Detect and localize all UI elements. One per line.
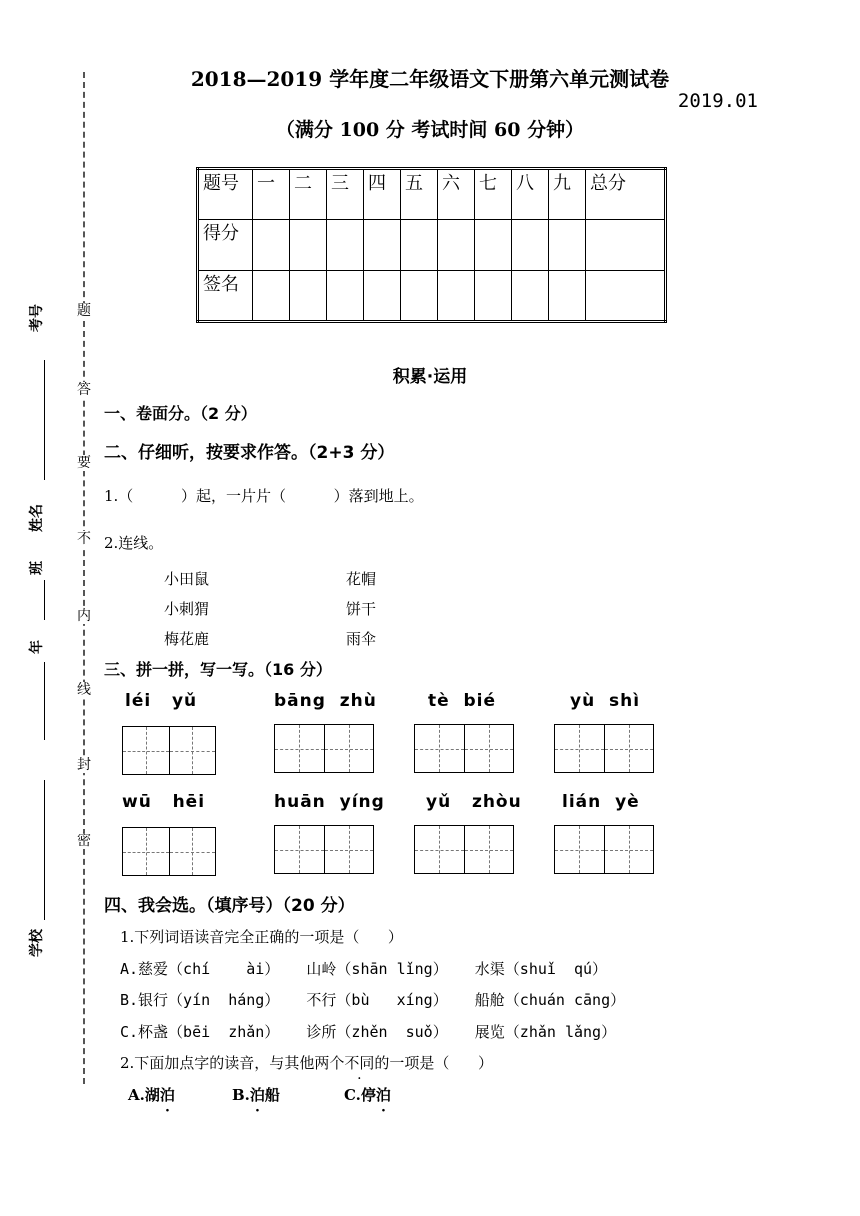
grade-label: 年: [29, 640, 45, 654]
q4-q2-option-a[interactable]: [128, 1084, 175, 1105]
signature-input-cell[interactable]: [364, 271, 401, 322]
table-cell: 八: [512, 169, 549, 220]
seal-char: 要: [77, 455, 91, 471]
score-input-cell[interactable]: [327, 220, 364, 271]
q2-item1: 1.（ ）起，一片片（ ）落到地上。: [104, 487, 424, 505]
writing-grid[interactable]: [414, 825, 514, 874]
option-dotted-char: 泊: [375, 1086, 391, 1104]
option-dotted-char: 泊: [249, 1086, 265, 1104]
q4-question2-post: 的一项是（ ）: [374, 1054, 493, 1072]
binding-dashed-line: [83, 72, 85, 1084]
pinyin-label: léi yǔ: [125, 691, 198, 711]
exam-number-label: 考号: [29, 304, 45, 332]
name-label: 姓名: [29, 504, 45, 532]
score-input-cell[interactable]: [586, 220, 666, 271]
score-input-cell[interactable]: [438, 220, 475, 271]
table-cell: 题号: [198, 169, 253, 220]
signature-input-cell[interactable]: [290, 271, 327, 322]
pinyin-label: wū hēi: [122, 792, 206, 812]
option-char: 湖: [144, 1086, 160, 1104]
seal-char: 不: [77, 531, 91, 547]
q4-option-c[interactable]: C.杯盏（bēi zhǎn） 诊所（zhěn suǒ） 展览（zhǎn lǎng）: [120, 1023, 617, 1041]
exam-title: 2018—2019 学年度二年级语文下册第六单元测试卷: [190, 67, 670, 91]
q2-heading: 二、仔细听，按要求作答。（2+3 分）: [104, 443, 395, 463]
q4-question1: 1.下列词语读音完全正确的一项是（ ）: [120, 928, 403, 946]
dotted-chars: 不同: [344, 1054, 375, 1072]
signature-input-cell[interactable]: [586, 271, 666, 322]
writing-grid[interactable]: [122, 827, 216, 876]
match-right-item[interactable]: 雨伞: [346, 630, 377, 648]
option-char: 船: [264, 1086, 280, 1104]
match-left-item[interactable]: 小刺猬: [164, 600, 210, 618]
exam-date: 2019.01: [677, 90, 758, 112]
writing-grid[interactable]: [122, 726, 216, 775]
class-line: [44, 580, 45, 620]
score-input-cell[interactable]: [290, 220, 327, 271]
seal-char: 内: [77, 608, 91, 624]
class-label: 班: [29, 561, 45, 575]
table-cell: 二: [290, 169, 327, 220]
match-right-item[interactable]: 饼干: [346, 600, 377, 618]
section-title: 积累·运用: [392, 367, 468, 387]
q3-heading: 三、拼一拼，写一写。（16 分）: [104, 660, 332, 679]
q4-heading: 四、我会选。（填序号）（20 分）: [104, 896, 355, 916]
signature-input-cell[interactable]: [475, 271, 512, 322]
signature-input-cell[interactable]: [512, 271, 549, 322]
q4-question2-pre: 2.下面加点字的读音，与其他两个: [120, 1054, 345, 1072]
score-input-cell[interactable]: [364, 220, 401, 271]
match-left-item[interactable]: 梅花鹿: [164, 630, 210, 648]
pinyin-label: yǔ zhòu: [426, 792, 522, 812]
table-cell: 三: [327, 169, 364, 220]
score-table: [196, 167, 667, 323]
table-cell: 六: [438, 169, 475, 220]
signature-input-cell[interactable]: [253, 271, 290, 322]
option-letter: A.: [128, 1086, 145, 1104]
signature-input-cell[interactable]: [327, 271, 364, 322]
score-input-cell[interactable]: [475, 220, 512, 271]
table-cell: 九: [549, 169, 586, 220]
table-cell: 四: [364, 169, 401, 220]
writing-grid[interactable]: [414, 724, 514, 773]
score-input-cell[interactable]: [512, 220, 549, 271]
match-left-item[interactable]: 小田鼠: [164, 570, 210, 588]
exam-subtitle: （满分 100 分 考试时间 60 分钟）: [275, 119, 585, 141]
table-cell: 总分: [586, 169, 666, 220]
q4-question2: [120, 1052, 493, 1073]
option-dotted-char: 泊: [159, 1086, 175, 1104]
table-row: [198, 220, 666, 271]
school-line: [44, 780, 45, 920]
pinyin-label: lián yè: [562, 792, 640, 812]
q2-item2: 2.连线。: [104, 534, 164, 552]
option-letter: B.: [232, 1086, 250, 1104]
table-row: [198, 271, 666, 322]
q4-q2-option-b[interactable]: [232, 1084, 280, 1105]
table-row: [198, 169, 666, 220]
q4-q2-option-c[interactable]: [344, 1084, 391, 1105]
writing-grid[interactable]: [274, 825, 374, 874]
score-input-cell[interactable]: [253, 220, 290, 271]
pinyin-label: huān yíng: [274, 792, 385, 812]
school-label: 学校: [29, 929, 45, 957]
table-cell: 一: [253, 169, 290, 220]
table-cell: 七: [475, 169, 512, 220]
option-letter: C.: [344, 1086, 361, 1104]
grade-line: [44, 662, 45, 740]
seal-char: 封: [77, 757, 91, 773]
table-cell: 得分: [198, 220, 253, 271]
match-right-item[interactable]: 花帽: [346, 570, 377, 588]
pinyin-label: tè bié: [428, 691, 497, 711]
q4-option-a[interactable]: A.慈爱（chí ài） 山岭（shān lǐng） 水渠（shuǐ qú）: [120, 960, 608, 978]
seal-char: 答: [77, 382, 91, 398]
writing-grid[interactable]: [274, 724, 374, 773]
q1-heading: 一、卷面分。（2 分）: [104, 404, 257, 423]
writing-grid[interactable]: [554, 724, 654, 773]
seal-char: 密: [77, 833, 91, 849]
table-cell: 签名: [198, 271, 253, 322]
pinyin-label: yù shì: [570, 691, 641, 711]
seal-char: 线: [77, 682, 91, 698]
seal-char: 题: [77, 303, 91, 319]
q4-option-b[interactable]: B.银行（yín háng） 不行（bù xíng） 船舱（chuán cāng）: [120, 991, 626, 1009]
option-char: 停: [360, 1086, 376, 1104]
signature-input-cell[interactable]: [549, 271, 586, 322]
score-input-cell[interactable]: [401, 220, 438, 271]
pinyin-label: bāng zhù: [274, 691, 377, 711]
score-input-cell[interactable]: [549, 220, 586, 271]
signature-input-cell[interactable]: [438, 271, 475, 322]
signature-input-cell[interactable]: [401, 271, 438, 322]
table-cell: 五: [401, 169, 438, 220]
writing-grid[interactable]: [554, 825, 654, 874]
